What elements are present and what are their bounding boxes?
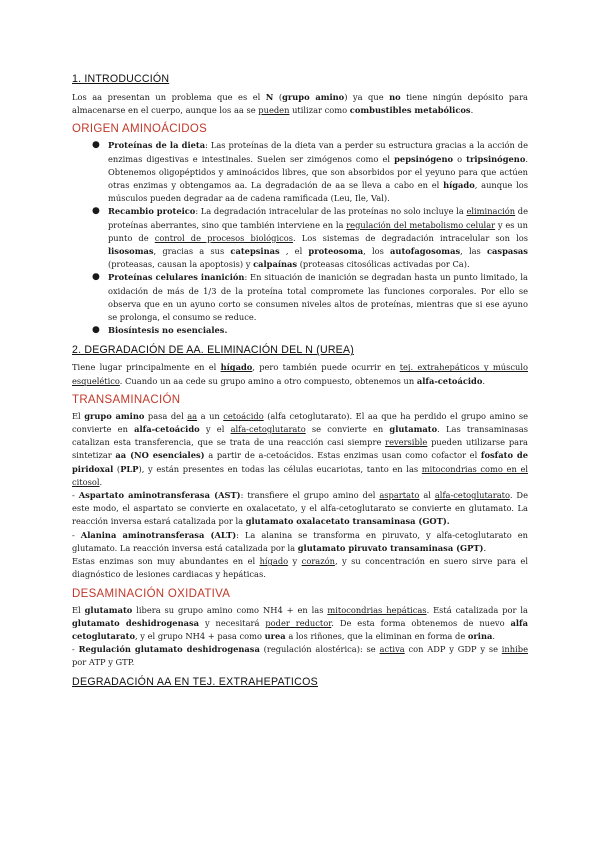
intro-paragraph: Los aa presentan un problema que es el N (grupo amino) ya que no tiene ningún depósito para almacenarse en el cuerpo, aunque los aa se pueden utilizar como combustibles metabólicos. [72,92,529,116]
list-item: ● Proteínas celulares inanición: En situación de inanición se degradan hasta un punto limitado, la oxidación de más de 1/3 de la proteína total compromete las funciones corporales. Por ello se observa que en un ayuno corto se consumen niveles altos de proteínas, mientras que si ese ayuno se prolonga, el consumo se reduce. [92,272,528,323]
transaminacion-paragraph-alt: - Alanina aminotransferasa (ALT): La alanina se transforma en piruvato, y alfa-cetoglutarato en glutamato. La reacción inversa está catalizada por la glutamato piruvato transaminasa (GPT). [72,529,528,553]
transaminacion-paragraph-4: Estas enzimas son muy abundantes en el hígado y corazón, y su concentración en suero sirve para el diagnóstico de lesiones cardiacas y hepáticas. [72,556,528,580]
transaminacion-paragraph-ast: - Aspartato aminotransferasa (AST): transfiere el grupo amino del aspartato al alfa-cetoglutarato. De este modo, el aspartato se convierte en oxalacetato, y el alfa-cetoglutarato se convierte en glutamato. La reacción inversa estará catalizada por la glutamato oxalacetato transaminasa (GOT). [72,490,528,527]
bullet-icon: ● [92,206,100,217]
section-heading-degradacion: 2. DEGRADACIÓN DE AA. ELIMINACIÓN DEL N (UREA) [72,344,354,357]
list-item: ● Biosíntesis no esenciales. [108,324,528,337]
section-heading-desaminacion: DESAMINACIÓN OXIDATIVA [72,587,231,600]
section-heading-introduccion: 1. INTRODUCCIÓN [72,73,170,85]
list-item: ● Proteínas de la dieta: Las proteínas de la dieta van a perder su estructura gracias a la acción de enzimas digestivas e intestinales. Suelen ser zimógenos como el pepsinógeno o tripsinógeno. Obtenemos oligopéptidos y aminoácidos libres, que son absorbidos por el yeyuno para que actúen otras enzimas y obtengamos aa. La degradación de aa se lleva a cabo en el hígado, aunque los músculos pueden degradar aa de cadena ramificada (Leu, Ile, Val). [92,140,528,204]
bullet-icon: ● [92,325,100,336]
bullet-icon: ● [92,140,100,151]
section-heading-origen: ORIGEN AMINOÁCIDOS [72,123,208,136]
list-item: ● Recambio proteico: La degradación intracelular de las proteínas no solo incluye la eliminación de proteínas aberrantes, sino que también interviene en la regulación del metabolismo celular y es un punto de control de procesos biológicos. Los sistemas de degradación intracelular son los lisosomas, gracias a sus catepsinas , el proteosoma, los autofagosomas, las caspasas (proteasas, causan la apoptosis) y calpaínas (proteasas citosólicas activadas por Ca). [92,206,529,270]
desaminacion-paragraph-2: - Regulación glutamato deshidrogenasa (regulación alostérica): se activa con ADP y GDP y se inhibe por ATP y GTP. [72,644,528,668]
degradacion-paragraph: Tiene lugar principalmente en el hígado, pero también puede ocurrir en tej. extrahepáticos y músculo esquelético. Cuando un aa cede su grupo amino a otro compuesto, obtenemos un alfa-cetoácido. [72,362,528,386]
transaminacion-paragraph-1: El grupo amino pasa del aa a un cetoácido (alfa cetoglutarato). El aa que ha perdido el grupo amino se convierte en alfa-cetoácido y el alfa-cetoglutarato se convierte en glutamato. Las transaminasas catalizan esta transferencia, que se trata de una reacción casi siempre reversible pueden utilizarse para sintetizar aa (NO esenciales) a partir de a-cetoácidos. Estas enzimas usan como cofactor el fosfato de piridoxal (PLP), y están presentes en todas las células eucariotas, tanto en las mitocondrias como en el citosol. [72,410,529,487]
bullet-icon: ● [92,272,100,283]
desaminacion-paragraph-1: El glutamato libera su grupo amino como NH4 + en las mitocondrias hepáticas. Está catalizada por la glutamato deshidrogenasa y necesitará poder reductor. De esta forma obtenemos de nuevo alfa cetoglutarato, y el grupo NH4 + pasa como urea a los riñones, que la eliminan en forma de orina. [72,604,528,641]
section-heading-extrahepaticos: DEGRADACIÓN AA EN TEJ. EXTRAHEPATICOS [72,675,318,688]
section-heading-transaminacion: TRANSAMINACIÓN [72,393,181,406]
origen-list [72,139,528,337]
